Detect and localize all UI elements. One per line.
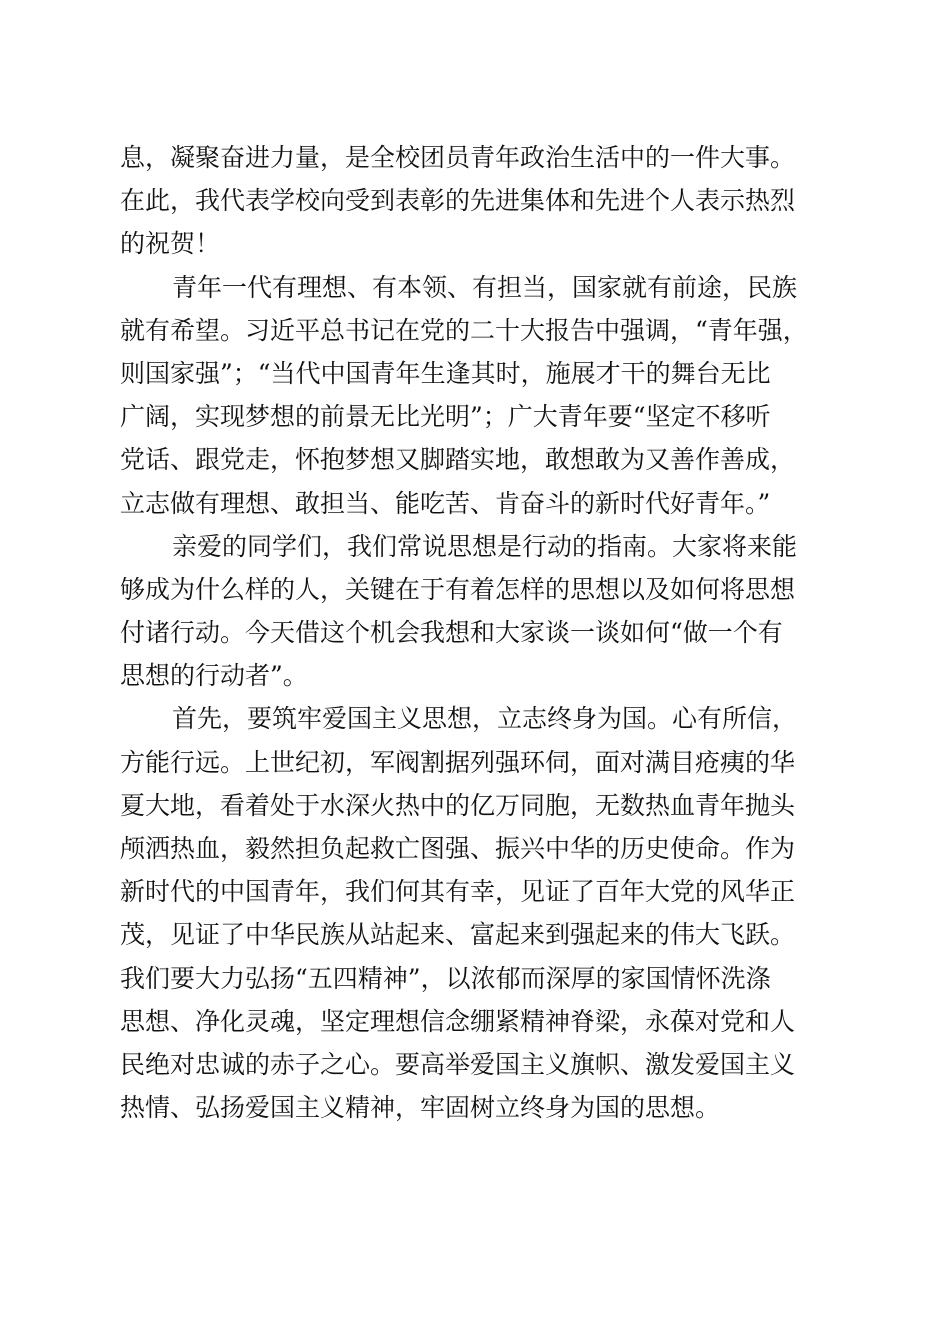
paragraph-3-line-1: 亲爱的同学们，我们常说思想是行动的指南。大家将来能 [172,531,798,561]
body-text [120,136,832,1129]
paragraph-2-line-2: 就有希望。习近平总书记在党的二十大报告中强调，“青年强， [120,315,808,345]
paragraph-3-line-4: 思想的行动者”。 [120,661,308,691]
paragraph-2-line-1: 青年一代有理想、有本领、有担当，国家就有前途，民族 [172,272,798,302]
paragraph-1-line-2: 在此，我代表学校向受到表彰的先进集体和先进个人表示热烈 [120,186,796,216]
paragraph-1-line-1: 息，凝聚奋进力量，是全校团员青年政治生活中的一件大事。 [120,143,796,172]
paragraph-4-line-6: 茂，见证了中华民族从站起来、富起来到强起来的伟大飞跃。 [120,920,796,950]
paragraph-3-line-2: 够成为什么样的人，关键在于有着怎样的思想以及如何将思想 [120,574,796,604]
paragraph-4-line-10: 热情、弘扬爱国主义精神，牢固树立终身为国的思想。 [120,1093,721,1123]
paragraph-3-line-3: 付诸行动。今天借这个机会我想和大家谈一谈如何“做一个有 [120,618,783,648]
paragraph-2-line-3: 则国家强”；“当代中国青年生逢其时，施展才干的舞台无比 [120,358,771,388]
paragraph-1-line-3: 的祝贺！ [120,229,221,259]
paragraph-4-line-4: 颅洒热血，毅然担负起救亡图强、振兴中华的历史使命。作为 [120,834,796,863]
paragraph-4-line-7: 我们要大力弘扬“五四精神”，以浓郁而深厚的家国情怀洗涤 [120,963,771,993]
paragraph-4-line-1: 首先，要筑牢爱国主义思想，立志终身为国。心有所信， [172,704,798,734]
paragraph-2-line-6: 立志做有理想、敢担当、能吃苦、肯奋斗的新时代好青年。” [120,488,771,518]
paragraph-4-line-9: 民绝对忠诚的赤子之心。要高举爱国主义旗帜、激发爱国主义 [120,1049,796,1079]
paragraph-4-line-8: 思想、净化灵魂，坚定理想信念绷紧精神脊梁，永葆对党和人 [120,1006,796,1036]
paragraph-4-line-5: 新时代的中国青年，我们何其有幸，见证了百年大党的风华正 [120,877,796,907]
paragraph-2-line-4: 广阔，实现梦想的前景无比光明”；广大青年要“坚定不移听 [120,402,771,432]
paragraph-4-line-3: 夏大地，看着处于水深火热中的亿万同胞，无数热血青年抛头 [120,790,796,820]
paragraph-2-line-5: 党话、跟党走，怀抱梦想又脚踏实地，敢想敢为又善作善成， [120,445,796,475]
paragraph-4-line-2: 方能行远。上世纪初，军阀割据列强环伺，面对满目疮痍的华 [120,747,796,777]
